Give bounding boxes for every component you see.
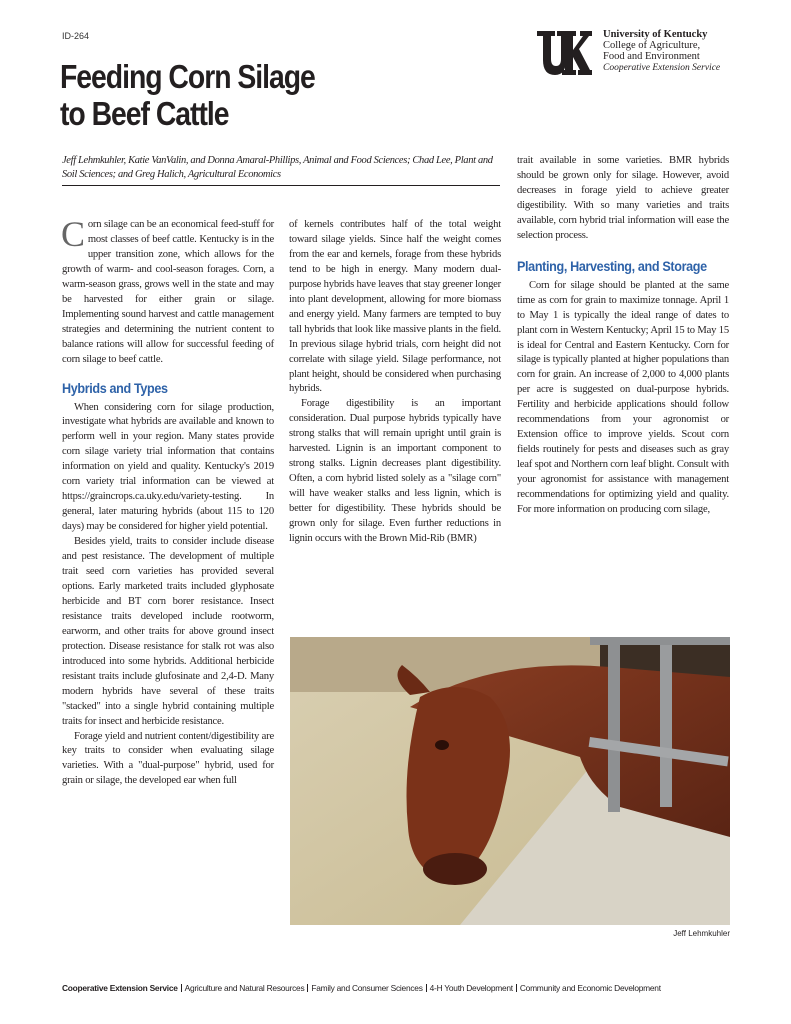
paragraph: Corn for silage should be planted at the same time as corn for grain to maximize tonnage. April 1 to May 1 is typically the ideal range of dates to plant corn in Western Kentucky; April 15 to May 15 is ideal for Central and Eastern Kentucky. Corn for silage is typically planted at higher populations than corn for grain. An increase of 2,000 to 4,000 plants per acre is suggested on dual-purpose hybrids. Fertility and herbicide applications should follow recommendations from your agronomist or Extension office to improve yields. Scout corn fields routinely for pests and diseases such as gray leaf spot and Northern corn leaf blight. Consult with your agronomist for assistance with management recommendations for optimizing yield and quality. For more information on producing corn silage, [517, 279, 729, 516]
footer-item: Family and Consumer Sciences [311, 983, 423, 993]
footer-item: 4-H Youth Development [429, 983, 513, 993]
authors: Jeff Lehmkuhler, Katie VanValin, and Donna Amaral-Phillips, Animal and Food Sciences; Chad Lee, Plant and Soil Sciences; and Greg Halich, Agricultural Economics [62, 155, 493, 180]
column-3 [517, 154, 729, 518]
paragraph: Forage digestibility is an important consideration. Dual purpose hybrids typically have strong stalks that will remain upright until grain is harvested. Lignin is an important component to strong stalks. Lignin decreases plant digestibility. Often, a corn hybrid listed solely as a "silage corn" will have weaker stalks and less lignin, which is better for digestibility. These hybrids should be grown only for silage. Even further reductions in lignin occurs with the Brown Mid-Rib (BMR) [289, 398, 501, 545]
document-title [60, 58, 344, 132]
intro-paragraph [61, 214, 274, 368]
publication-id: ID-264 [62, 31, 90, 41]
paragraph: trait available in some varieties. BMR hybrids should be grown only for silage. However, avoid decreases in forage yield to achieve greater digestibility. With so many varieties and traits available, corn hybrid trial information will ease the selection process. [517, 155, 729, 241]
uk-logo [536, 29, 592, 77]
footer-separator [426, 984, 427, 992]
footer-item: Cooperative Extension Service [62, 983, 178, 993]
college-name-2: Food and Environment [603, 51, 700, 62]
drop-cap: C [61, 214, 85, 254]
footer-separator [516, 984, 517, 992]
heading-planting: Planting, Harvesting, and Storage [517, 257, 707, 274]
cattle-photo [290, 637, 730, 925]
title-line-1: Feeding Corn Silage [60, 58, 315, 95]
footer-item: Agriculture and Natural Resources [184, 983, 305, 993]
column-1 [61, 214, 274, 789]
paragraph: When considering corn for silage production, investigate what hybrids are available and known to perform well in your region. Many states provide corn silage variety trial information that contains information on yield and quality. Kentucky's 2019 corn variety trial information can be viewed at https://graincrops.ca.uky.edu/variety-testing. In general, later maturing hybrids (about 115 to 120 days) may be considered for higher yield potential. [62, 401, 274, 533]
paragraph: Besides yield, traits to consider include disease and pest resistance. The development of multiple trait seed corn varieties has provided several options. Early marketed traits included glyphosate herbicide and BT corn borer resistance. Insect resistance traits developed include rootworm, earworm, and other traits for above ground insect protection. Disease resistance for stalk rot was also introduced into some hybrids. Additional herbicide resistant traits include glufosinate and 2,4-D. Many modern hybrids have several of these traits "stacked" into a single hybrid containing multiple traits for insect and herbicide resistance. [62, 536, 274, 727]
footer [62, 983, 730, 993]
footer-item: Community and Economic Development [519, 983, 661, 993]
footer-separator [181, 984, 182, 992]
college-name: College of Agriculture, [603, 40, 701, 51]
intro-text: orn silage can be an economical feed-stuff for most classes of beef cattle. Kentucky is in the upper transition zone, which allows for the growth of warm- and cool-season forages. Corn, a warm-season grass, grows well in the state and may be harvested for either grain or silage. Implementing sound harvest and cattle management strategies and determining the nutrient content to balance rations will allow for successful feeding of corn silage to beef cattle. [62, 219, 274, 365]
paragraph: Forage yield and nutrient content/digestibility are key traits to consider when evaluating silage varieties. With a "dual-purpose" hybrid, used for grain or silage, the developed ear when full [62, 730, 274, 787]
heading-hybrids: Hybrids and Types [62, 379, 168, 396]
column-2 [289, 218, 501, 547]
university-block [603, 29, 753, 74]
logo-text: UK [536, 29, 538, 30]
paragraph: of kernels contributes half of the total weight toward silage yields. Since half the weight comes from the ear and kernels, forage from these hybrids tend to be high in energy. Many modern dual-purpose hybrids have leaves that stay greener longer into plant development, allowing for more biomass and energy yield. Many farmers are tempted to buy tall hybrids that look like massive plants in the field. In previous silage hybrid trials, corn height did not correlate with silage yield. Silage performance, not plant height, should be considered when purchasing hybrids. [289, 219, 501, 395]
extension-service: Cooperative Extension Service [603, 63, 721, 73]
title-line-2: to Beef Cattle [60, 95, 229, 132]
footer-separator [307, 984, 308, 992]
university-name: University of Kentucky [603, 29, 708, 40]
title-rule [62, 185, 500, 186]
photo-credit: Jeff Lehmkuhler [673, 929, 730, 938]
